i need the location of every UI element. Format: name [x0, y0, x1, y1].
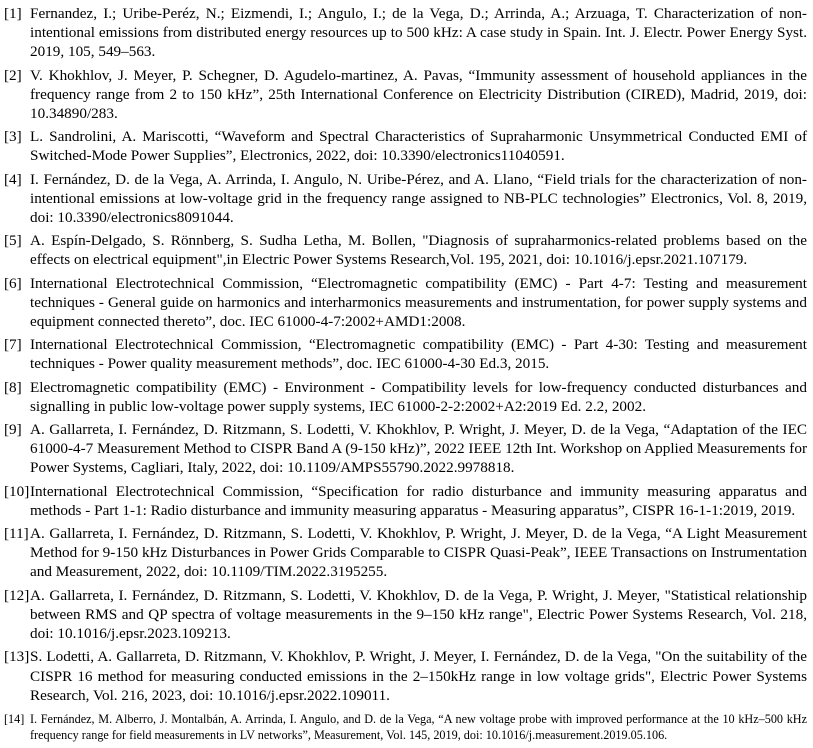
reference-item	[0, 378, 813, 416]
reference-number: [14]	[4, 711, 25, 726]
reference-item	[0, 524, 813, 582]
reference-item	[0, 170, 813, 228]
reference-text: International Electrotechnical Commission, “Electromagnetic compatibility (EMC) - Part 4-30: Testing and measurement techniques - Power quality measurement methods”, doc. IEC 61000-4-30 Ed.3, 2015.	[30, 336, 807, 373]
reference-text: S. Lodetti, A. Gallarreta, D. Ritzmann, V. Khokhlov, P. Wright, J. Meyer, I. Fernández, D. de la Vega, "On the suitability of the CISPR 16 method for measuring conducted emissions in the 2–150kHz range in low voltage grids", Electric Power Systems Research, Vol. 216, 2023, doi: 10.1016/j.epsr.2022.109011.	[30, 648, 807, 704]
reference-number: [11]	[4, 525, 29, 543]
reference-number: [13]	[4, 648, 30, 666]
reference-number: [6]	[4, 274, 22, 292]
reference-item	[0, 231, 813, 269]
reference-text: A. Gallarreta, I. Fernández, D. Ritzmann, S. Lodetti, V. Khokhlov, P. Wright, J. Meyer, D. de la Vega, “Adaptation of the IEC 61000-4-7 Measurement Method to CISPR Band A (9-150 kHz)”, 2022 IEEE 12th Int. Workshop on Applied Measurements for Power Systems, Cagliari, Italy, 2022, doi: 10.1109/AMPS55790.2022.9978818.	[30, 421, 807, 477]
reference-item	[0, 4, 813, 62]
reference-number: [2]	[4, 66, 22, 84]
reference-item	[0, 127, 813, 165]
reference-number: [12]	[4, 586, 30, 604]
reference-text: A. Gallarreta, I. Fernández, D. Ritzmann, S. Lodetti, V. Khokhlov, D. de la Vega, P. Wright, J. Meyer, "Statistical relationship between RMS and QP spectra of voltage measurements in the 9–150 kHz range", Electric Power Systems Research, Vol. 218, doi: 10.1016/j.epsr.2023.109213.	[30, 586, 807, 643]
reference-text: International Electrotechnical Commission, “Electromagnetic compatibility (EMC) - Part 4-7: Testing and measurement techniques - General guide on harmonics and interharmonics measurements and instrumentation, for power supply systems and equipment connected thereto”, doc. IEC 61000-4-7:2002+AMD1:2008.	[30, 274, 807, 331]
reference-number: [10]	[4, 482, 30, 500]
reference-text: I. Fernández, D. de la Vega, A. Arrinda, I. Angulo, N. Uribe-Pérez, and A. Llano, “Field trials for the characterization of non-intentional emissions at low-voltage grid in the frequency range assigned to NB-PLC technologies” Electronics, Vol. 8, 2019, doi: 10.3390/electronics8091044.	[30, 170, 807, 227]
reference-text: I. Fernández, M. Alberro, J. Montalbán, A. Arrinda, I. Angulo, and D. de la Vega, “A new voltage probe with improved performance at the 10 kHz–500 kHz frequency range for field measurements in LV networks”, Measurement, Vol. 145, 2019, doi: 10.1016/j.measurement.2019.05.106.	[30, 711, 807, 743]
reference-text: A. Espín-Delgado, S. Rönnberg, S. Sudha Letha, M. Bollen, "Diagnosis of supraharmonics-related problems based on the effects on electrical equipment",in Electric Power Systems Research,Vol. 195, 2021, doi: 10.1016/j.epsr.2021.107179.	[30, 232, 807, 269]
reference-item	[0, 647, 813, 705]
reference-text: A. Gallarreta, I. Fernández, D. Ritzmann, S. Lodetti, V. Khokhlov, P. Wright, J. Meyer, D. de la Vega, “A Light Measurement Method for 9-150 kHz Disturbances in Power Grids Comparable to CISPR Quasi-Peak”, IEEE Transactions on Instrumentation and Measurement, 2022, doi: 10.1109/TIM.2022.3195255.	[30, 525, 807, 581]
reference-number: [5]	[4, 232, 22, 250]
reference-number: [7]	[4, 336, 22, 354]
reference-item	[0, 586, 813, 644]
reference-list	[0, 4, 813, 748]
reference-item	[0, 711, 813, 744]
reference-item	[0, 420, 813, 478]
reference-number: [4]	[4, 170, 22, 188]
reference-item	[0, 274, 813, 332]
reference-number: [9]	[4, 421, 22, 439]
reference-text: Electromagnetic compatibility (EMC) - Environment - Compatibility levels for low-frequency conducted disturbances and signalling in public low-voltage power supply systems, IEC 61000-2-2:2002+A2:2019 Ed. 2.2, 2002.	[30, 378, 807, 415]
reference-item	[0, 335, 813, 373]
reference-text: International Electrotechnical Commission, “Specification for radio disturbance and immunity measuring apparatus and methods - Part 1-1: Radio disturbance and immunity measuring apparatus - Measuring apparatus”, CISPR 16-1-1:2019, 2019.	[30, 482, 807, 519]
reference-item	[0, 66, 813, 124]
reference-item	[0, 482, 813, 520]
reference-number: [8]	[4, 378, 22, 396]
reference-number: [1]	[4, 5, 22, 22]
reference-number: [3]	[4, 128, 22, 146]
reference-text: L. Sandrolini, A. Mariscotti, “Waveform and Spectral Characteristics of Supraharmonic Unsymmetrical Conducted EMI of Switched-Mode Power Supplies”, Electronics, 2022, doi: 10.3390/electronics11040591.	[30, 128, 807, 165]
reference-text: V. Khokhlov, J. Meyer, P. Schegner, D. Agudelo-martinez, A. Pavas, “Immunity assessment of household appliances in the frequency range from 2 to 150 kHz”, 25th International Conference on Electricity Distribution (CIRED), Madrid, 2019, doi: 10.34890/283.	[30, 66, 807, 123]
reference-text: Fernandez, I.; Uribe-Peréz, N.; Eizmendi, I.; Angulo, I.; de la Vega, D.; Arrinda, A.; Arzuaga, T. Characterization of non-intentional emissions from distributed energy resources up to 500 kHz: A case study in Spain. Int. J. Electr. Power Energy Syst. 2019, 105, 549–563.	[30, 5, 807, 61]
